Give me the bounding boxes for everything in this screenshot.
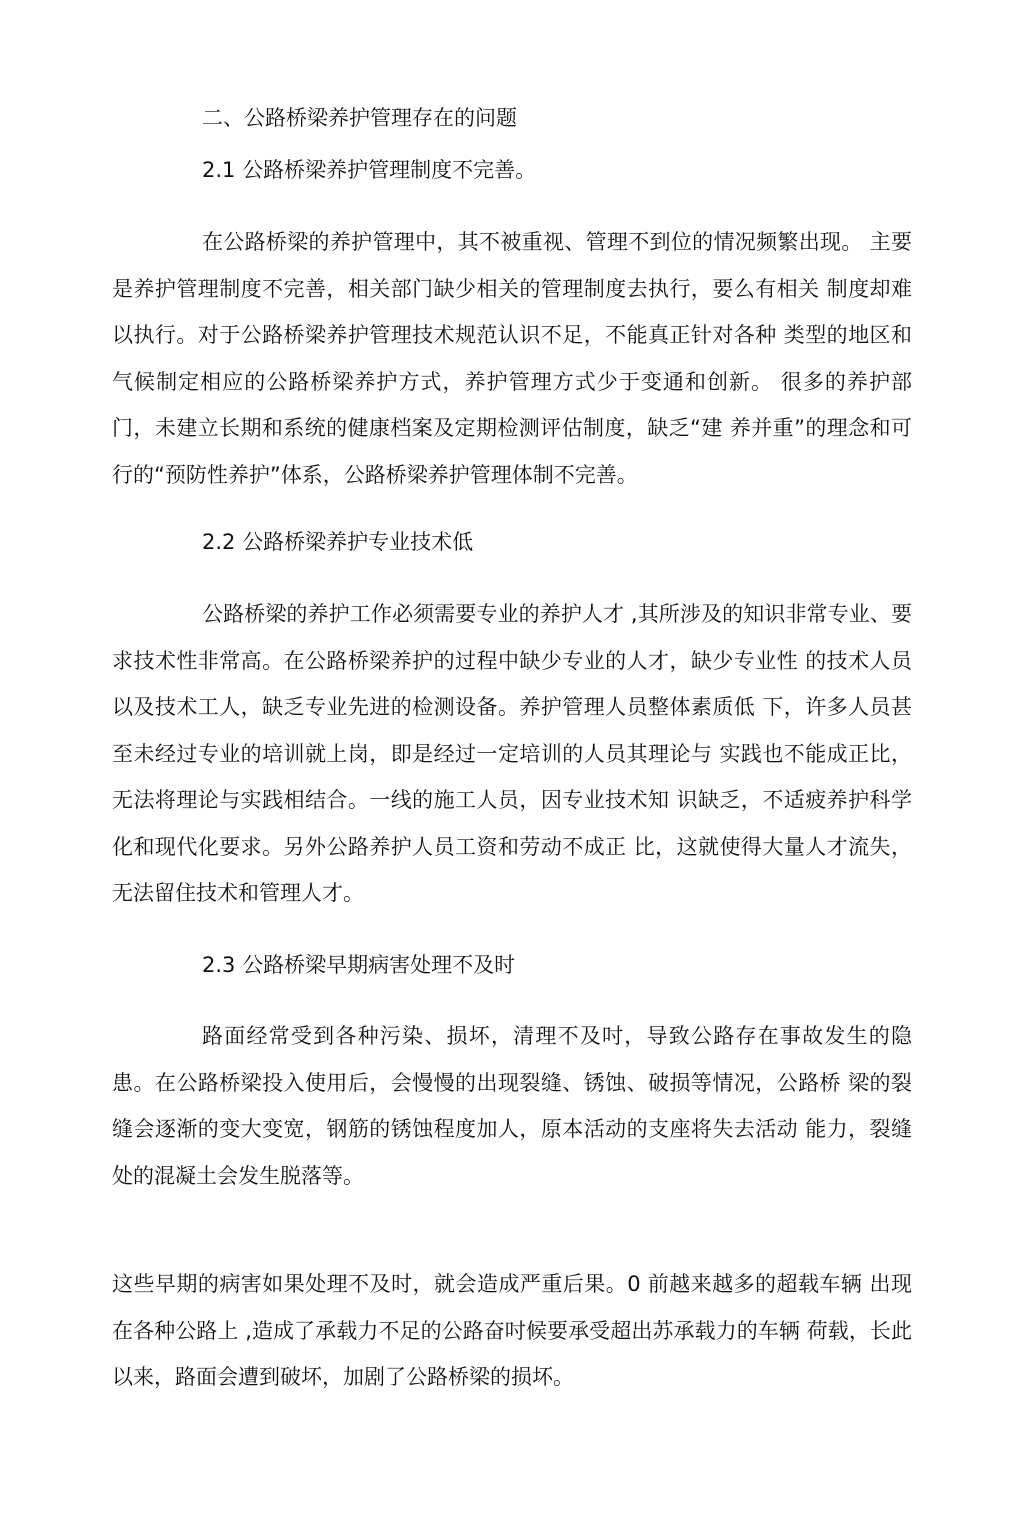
subsection-2-1-title: 2.1 公路桥梁养护管理制度不完善。 [202,158,537,182]
section-title: 二、公路桥梁养护管理存在的问题 [202,106,517,130]
closing-paragraph: 这些早期的病害如果处理不及时，就会造成严重后果。0 前越来越多的超载车辆 出现在各种公路上 ,造成了承载力不足的公路奋吋候要承受超出苏承载力的车辆 荷载，长此以来，路面会遭到破坏，加剧了公路桥梁的损坏。 [112,1272,912,1389]
subsection-2-3-title: 2.3 公路桥梁早期病害处理不及时 [202,953,516,977]
subsection-2-3-paragraph: 路面经常受到各种污染、损坏，清理不及吋，导致公路存在事故发生的隐患。在公路桥梁投入使用后，会慢慢的出现裂缝、锈蚀、破损等情况，公路桥 梁的裂缝会逐渐的变大变宽，钢筋的锈蚀程度加人，原本活动的支座将失去活动 能力，裂缝处的混凝土会发生脱落等。 [112,1024,913,1188]
subsection-2-2-title: 2.2 公路桥梁养护专业技术低 [202,530,474,554]
subsection-2-2-paragraph: 公路桥梁的养护工作必须需要专业的养护人才 ,其所涉及的知识非常专业、要求技术性非常高。在公路桥梁养护的过程中缺少专业的人才，缺少专业性 的技术人员以及技术工人，缺乏专业先进的检测设备。养护管理人员整体素质低 下，许多人员甚至未经过专业的培训就上岗，即是经过一定培训的人员其理论与 实践也不能成正比，无法将理论与实践相结合。一线的施工人员，因专业技术知 识缺乏，不适疲养护科学化和现代化要求。另外公路养护人员工资和劳动不成正 比，这就使得大量人才流失，无法留住技术和管理人才。 [112,602,913,905]
subsection-2-1-paragraph: 在公路桥梁的养护管理中，其不被重视、管理不到位的情况频繁出现。 主要是养护管理制度不完善，相关部门缺少相关的管理制度去执行，要么有相关 制度却难以执行。对于公路桥梁养护管理技术规范认识不足，不能真正针对各种 类型的地区和气候制定相应的公路桥梁养护方式，养护管理方式少于变通和创新。 很多的养护部门，未建立长期和系统的健康档案及定期检测评估制度，缺乏“建 养并重”的理念和可行的“预防性养护”体系，公路桥梁养护管理体制不完善。 [112,230,912,487]
